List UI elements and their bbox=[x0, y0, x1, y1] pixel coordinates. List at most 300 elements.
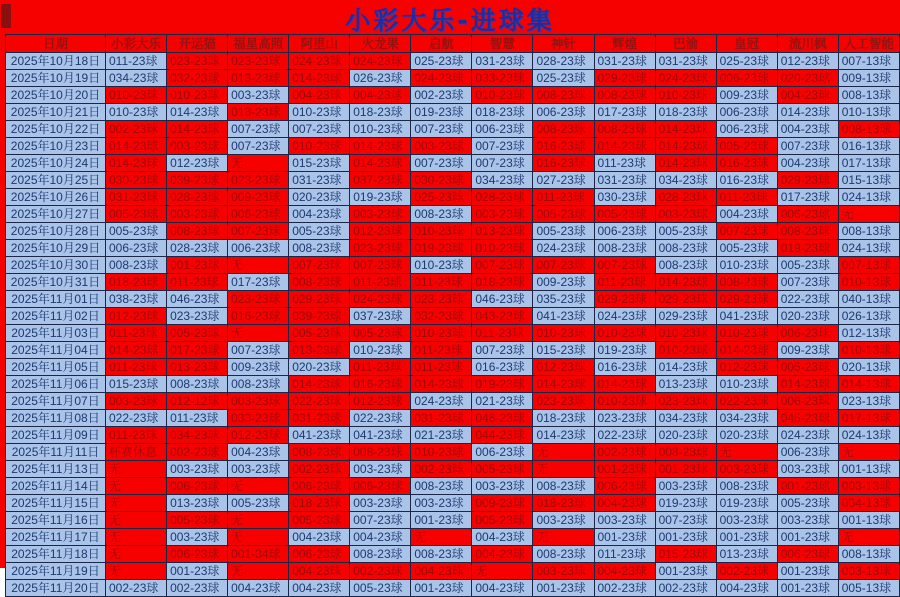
value-cell: 027-23球 bbox=[533, 172, 594, 189]
value-cell: 011-23球 bbox=[594, 155, 655, 172]
value-cell: 020-23球 bbox=[289, 359, 350, 376]
value-cell: 019-23球 bbox=[655, 495, 716, 512]
value-cell: 019-23球 bbox=[350, 189, 411, 206]
value-cell: 002-23球 bbox=[350, 563, 411, 580]
table-row bbox=[6, 138, 900, 155]
value-cell: 012-23球 bbox=[777, 53, 838, 70]
value-cell: 004-23球 bbox=[228, 444, 289, 461]
value-cell: 031-23球 bbox=[655, 53, 716, 70]
date-cell: 2025年11月18日 bbox=[6, 546, 106, 563]
value-cell: 001-23球 bbox=[716, 529, 777, 546]
date-cell: 2025年11月13日 bbox=[6, 461, 106, 478]
date-cell: 2025年10月18日 bbox=[6, 53, 106, 70]
value-cell: 010-23球 bbox=[594, 393, 655, 410]
value-cell: 008-23球 bbox=[350, 444, 411, 461]
value-cell: 018-23球 bbox=[472, 104, 533, 121]
value-cell: 003-23球 bbox=[228, 461, 289, 478]
value-cell: 002-23球 bbox=[716, 563, 777, 580]
value-cell: 004-23球 bbox=[289, 206, 350, 223]
value-cell: 022-23球 bbox=[777, 291, 838, 308]
value-cell: 012-23球 bbox=[350, 393, 411, 410]
value-cell: 011-23球 bbox=[106, 53, 167, 70]
value-cell: 041-23球 bbox=[350, 427, 411, 444]
value-cell: 无 bbox=[106, 495, 167, 512]
value-cell: 010-13球 bbox=[838, 342, 899, 359]
value-cell: 008-23球 bbox=[716, 274, 777, 291]
value-cell: 046-23球 bbox=[167, 291, 228, 308]
value-cell: 001-23球 bbox=[411, 512, 472, 529]
value-cell: 019-23球 bbox=[411, 240, 472, 257]
value-cell: 025-23球 bbox=[411, 53, 472, 70]
value-cell: 039-23球 bbox=[289, 308, 350, 325]
date-cell: 2025年10月24日 bbox=[6, 155, 106, 172]
value-cell: 012-23球 bbox=[716, 359, 777, 376]
value-cell: 031-23球 bbox=[289, 172, 350, 189]
value-cell: 010-23球 bbox=[106, 87, 167, 104]
value-cell: 006-23球 bbox=[167, 478, 228, 495]
value-cell: 023-23球 bbox=[594, 410, 655, 427]
value-cell: 012-23球 bbox=[106, 308, 167, 325]
value-cell: 020-23球 bbox=[655, 427, 716, 444]
value-cell: 016-23球 bbox=[533, 155, 594, 172]
date-cell: 2025年11月01日 bbox=[6, 291, 106, 308]
value-cell: 034-23球 bbox=[106, 70, 167, 87]
value-cell: 024-23球 bbox=[350, 53, 411, 70]
value-cell: 006-23球 bbox=[716, 121, 777, 138]
value-cell: 010-23球 bbox=[716, 325, 777, 342]
value-cell: 004-23球 bbox=[289, 580, 350, 597]
value-cell: 024-23球 bbox=[411, 70, 472, 87]
value-cell: 无 bbox=[838, 206, 899, 223]
value-cell: 004-23球 bbox=[472, 546, 533, 563]
value-cell: 028-23球 bbox=[167, 240, 228, 257]
value-cell: 008-23球 bbox=[289, 240, 350, 257]
value-cell: 006-23球 bbox=[594, 223, 655, 240]
value-cell: 012-23球 bbox=[228, 427, 289, 444]
value-cell: 010-23球 bbox=[655, 87, 716, 104]
value-cell: 008-23球 bbox=[167, 223, 228, 240]
table-row bbox=[6, 121, 900, 138]
value-cell: 008-13球 bbox=[838, 87, 899, 104]
value-cell: 002-23球 bbox=[594, 444, 655, 461]
value-cell: 024-23球 bbox=[655, 70, 716, 87]
value-cell: 011-23球 bbox=[594, 274, 655, 291]
date-cell: 2025年10月19日 bbox=[6, 70, 106, 87]
value-cell: 023-23球 bbox=[411, 291, 472, 308]
value-cell: 022-23球 bbox=[289, 393, 350, 410]
value-cell: 024-23球 bbox=[411, 393, 472, 410]
value-cell: 008-23球 bbox=[594, 240, 655, 257]
value-cell: 020-23球 bbox=[289, 189, 350, 206]
table-row bbox=[6, 376, 900, 393]
value-cell: 006-23球 bbox=[350, 478, 411, 495]
value-cell: 006-23球 bbox=[716, 70, 777, 87]
value-cell: 003-23球 bbox=[594, 512, 655, 529]
date-cell: 2025年10月27日 bbox=[6, 206, 106, 223]
value-cell: 012-12球 bbox=[167, 393, 228, 410]
value-cell: 028-23球 bbox=[472, 189, 533, 206]
value-cell: 001-23球 bbox=[167, 563, 228, 580]
value-cell: 031-23球 bbox=[594, 53, 655, 70]
table-row bbox=[6, 478, 900, 495]
column-header-6: 启航 bbox=[411, 35, 472, 53]
table-row bbox=[6, 325, 900, 342]
value-cell: 025-23球 bbox=[716, 53, 777, 70]
value-cell: 011-23球 bbox=[594, 546, 655, 563]
value-cell: 023-23球 bbox=[167, 308, 228, 325]
value-cell: 038-23球 bbox=[106, 291, 167, 308]
value-cell: 006-23球 bbox=[716, 104, 777, 121]
value-cell: 007-23球 bbox=[777, 138, 838, 155]
table-row bbox=[6, 53, 900, 70]
column-header-9: 辉煌 bbox=[594, 35, 655, 53]
value-cell: 008-13球 bbox=[838, 223, 899, 240]
value-cell: 013-23球 bbox=[228, 70, 289, 87]
value-cell: 003-23球 bbox=[411, 495, 472, 512]
value-cell: 014-23球 bbox=[777, 376, 838, 393]
value-cell: 008-23球 bbox=[533, 121, 594, 138]
value-cell: 010-23球 bbox=[411, 444, 472, 461]
value-cell: 006-23球 bbox=[167, 546, 228, 563]
value-cell: 003-23球 bbox=[716, 461, 777, 478]
value-cell: 011-23球 bbox=[411, 342, 472, 359]
value-cell: 016-23球 bbox=[350, 376, 411, 393]
value-cell: 006-23球 bbox=[472, 121, 533, 138]
value-cell: 020-23球 bbox=[716, 427, 777, 444]
table-row bbox=[6, 342, 900, 359]
value-cell: 034-23球 bbox=[655, 410, 716, 427]
table-row bbox=[6, 257, 900, 274]
value-cell: 无 bbox=[716, 444, 777, 461]
date-cell: 2025年10月20日 bbox=[6, 87, 106, 104]
value-cell: 001-34球 bbox=[228, 546, 289, 563]
value-cell: 018-23球 bbox=[533, 410, 594, 427]
value-cell: 005-23球 bbox=[655, 223, 716, 240]
value-cell: 034-23球 bbox=[716, 410, 777, 427]
value-cell: 011-23球 bbox=[106, 325, 167, 342]
value-cell: 无 bbox=[533, 444, 594, 461]
value-cell: 013-23球 bbox=[167, 495, 228, 512]
value-cell: 014-23球 bbox=[106, 342, 167, 359]
value-cell: 023-23球 bbox=[228, 291, 289, 308]
value-cell: 001-23球 bbox=[777, 478, 838, 495]
value-cell: 011-23球 bbox=[106, 427, 167, 444]
value-cell: 008-23球 bbox=[289, 274, 350, 291]
value-cell: 014-23球 bbox=[289, 376, 350, 393]
value-cell: 013-23球 bbox=[716, 546, 777, 563]
value-cell: 011-23球 bbox=[472, 325, 533, 342]
value-cell: 005-23球 bbox=[777, 359, 838, 376]
value-cell: 007-23球 bbox=[777, 274, 838, 291]
value-cell: 011-23球 bbox=[106, 359, 167, 376]
date-cell: 2025年10月28日 bbox=[6, 223, 106, 240]
value-cell: 014-23球 bbox=[350, 155, 411, 172]
value-cell: 006-23球 bbox=[777, 546, 838, 563]
value-cell: 001-23球 bbox=[594, 529, 655, 546]
value-cell: 018-23球 bbox=[350, 104, 411, 121]
value-cell: 无 bbox=[838, 529, 899, 546]
value-cell: 040-13球 bbox=[838, 291, 899, 308]
value-cell: 003-23球 bbox=[655, 478, 716, 495]
value-cell: 028-23球 bbox=[533, 53, 594, 70]
value-cell: 029-23球 bbox=[655, 308, 716, 325]
table-row bbox=[6, 223, 900, 240]
value-cell: 013-23球 bbox=[472, 223, 533, 240]
value-cell: 003-23球 bbox=[167, 529, 228, 546]
value-cell: 018-23球 bbox=[533, 495, 594, 512]
column-header-5: 火龙果 bbox=[350, 35, 411, 53]
value-cell: 010-23球 bbox=[655, 342, 716, 359]
value-cell: 004-23球 bbox=[716, 206, 777, 223]
value-cell: 014-23球 bbox=[106, 138, 167, 155]
date-cell: 2025年10月25日 bbox=[6, 172, 106, 189]
value-cell: 009-23球 bbox=[228, 359, 289, 376]
table-row bbox=[6, 444, 900, 461]
value-cell: 010-23球 bbox=[716, 257, 777, 274]
value-cell: 002-23球 bbox=[167, 444, 228, 461]
value-cell: 014-23球 bbox=[716, 342, 777, 359]
value-cell: 004-23球 bbox=[716, 580, 777, 597]
value-cell: 021-23球 bbox=[411, 427, 472, 444]
value-cell: 019-23球 bbox=[411, 104, 472, 121]
value-cell: 008-23球 bbox=[411, 478, 472, 495]
value-cell: 016-23球 bbox=[716, 172, 777, 189]
value-cell: 007-23球 bbox=[716, 223, 777, 240]
value-cell: 003-23球 bbox=[533, 512, 594, 529]
value-cell: 003-23球 bbox=[533, 563, 594, 580]
date-cell: 2025年11月03日 bbox=[6, 325, 106, 342]
column-header-11: 皇冠 bbox=[716, 35, 777, 53]
value-cell: 014-13球 bbox=[838, 376, 899, 393]
value-cell: 014-23球 bbox=[411, 376, 472, 393]
value-cell: 007-13球 bbox=[838, 53, 899, 70]
value-cell: 001-23球 bbox=[411, 580, 472, 597]
table-row bbox=[6, 563, 900, 580]
value-cell: 024-13球 bbox=[838, 189, 899, 206]
value-cell: 010-13球 bbox=[838, 104, 899, 121]
table-row bbox=[6, 155, 900, 172]
value-cell: 009-13球 bbox=[838, 70, 899, 87]
column-header-4: 阿里山 bbox=[289, 35, 350, 53]
value-cell: 007-23球 bbox=[228, 342, 289, 359]
value-cell: 025-23球 bbox=[411, 189, 472, 206]
date-cell: 2025年10月26日 bbox=[6, 189, 106, 206]
value-cell: 010-23球 bbox=[472, 87, 533, 104]
value-cell: 009-23球 bbox=[533, 274, 594, 291]
column-header-2: 开运猫 bbox=[167, 35, 228, 53]
value-cell: 008-23球 bbox=[655, 444, 716, 461]
value-cell: 023-23球 bbox=[228, 172, 289, 189]
value-cell: 032-23球 bbox=[411, 308, 472, 325]
value-cell: 011-23球 bbox=[716, 189, 777, 206]
value-cell: 041-23球 bbox=[289, 427, 350, 444]
value-cell: 005-23球 bbox=[106, 206, 167, 223]
value-cell: 001-23球 bbox=[655, 529, 716, 546]
value-cell: 005-23球 bbox=[167, 325, 228, 342]
value-cell: 012-23球 bbox=[533, 359, 594, 376]
value-cell: 014-23球 bbox=[655, 138, 716, 155]
date-cell: 2025年10月22日 bbox=[6, 121, 106, 138]
date-cell: 2025年11月20日 bbox=[6, 580, 106, 597]
value-cell: 023-23球 bbox=[350, 240, 411, 257]
value-cell: 015-23球 bbox=[289, 155, 350, 172]
value-cell: 035-23球 bbox=[533, 291, 594, 308]
value-cell: 037-23球 bbox=[350, 172, 411, 189]
date-cell: 2025年11月11日 bbox=[6, 444, 106, 461]
value-cell: 010-23球 bbox=[289, 104, 350, 121]
value-cell: 007-23球 bbox=[472, 257, 533, 274]
table-row bbox=[6, 70, 900, 87]
results-table bbox=[5, 34, 900, 597]
value-cell: 010-23球 bbox=[411, 325, 472, 342]
value-cell: 010-23球 bbox=[350, 121, 411, 138]
value-cell: 015-23球 bbox=[106, 376, 167, 393]
value-cell: 004-23球 bbox=[472, 529, 533, 546]
value-cell: 014-23球 bbox=[289, 70, 350, 87]
date-cell: 2025年11月15日 bbox=[6, 495, 106, 512]
value-cell: 无 bbox=[228, 325, 289, 342]
value-cell: 022-23球 bbox=[594, 427, 655, 444]
value-cell: 010-23球 bbox=[716, 376, 777, 393]
value-cell: 014-23球 bbox=[655, 121, 716, 138]
value-cell: 029-23球 bbox=[716, 291, 777, 308]
value-cell: 002-23球 bbox=[411, 87, 472, 104]
value-cell: 022-23球 bbox=[716, 393, 777, 410]
date-cell: 2025年11月07日 bbox=[6, 393, 106, 410]
column-header-10: 巴渝 bbox=[655, 35, 716, 53]
value-cell: 046-23球 bbox=[472, 410, 533, 427]
value-cell: 011-23球 bbox=[533, 189, 594, 206]
date-cell: 2025年11月17日 bbox=[6, 529, 106, 546]
value-cell: 015-13球 bbox=[838, 172, 899, 189]
table-row bbox=[6, 427, 900, 444]
value-cell: 无 bbox=[228, 529, 289, 546]
value-cell: 034-23球 bbox=[655, 172, 716, 189]
value-cell: 无 bbox=[472, 563, 533, 580]
value-cell: 017-23球 bbox=[594, 104, 655, 121]
column-header-8: 神针 bbox=[533, 35, 594, 53]
value-cell: 杯赛休息 bbox=[106, 444, 167, 461]
value-cell: 024-23球 bbox=[533, 240, 594, 257]
value-cell: 003-23球 bbox=[167, 461, 228, 478]
value-cell: 无 bbox=[228, 563, 289, 580]
value-cell: 001-23球 bbox=[533, 580, 594, 597]
date-cell: 2025年11月05日 bbox=[6, 359, 106, 376]
column-header-0: 日期 bbox=[6, 35, 106, 53]
date-cell: 2025年11月04日 bbox=[6, 342, 106, 359]
value-cell: 004-23球 bbox=[594, 495, 655, 512]
value-cell: 010-13球 bbox=[838, 274, 899, 291]
value-cell: 014-23球 bbox=[533, 376, 594, 393]
value-cell: 031-23球 bbox=[594, 172, 655, 189]
value-cell: 024-23球 bbox=[289, 53, 350, 70]
value-cell: 001-23球 bbox=[777, 580, 838, 597]
value-cell: 022-23球 bbox=[106, 410, 167, 427]
value-cell: 003-23球 bbox=[228, 393, 289, 410]
value-cell: 037-23球 bbox=[350, 308, 411, 325]
value-cell: 017-13球 bbox=[838, 155, 899, 172]
value-cell: 020-13球 bbox=[838, 359, 899, 376]
value-cell: 无 bbox=[228, 478, 289, 495]
value-cell: 016-23球 bbox=[594, 359, 655, 376]
value-cell: 008-23球 bbox=[411, 206, 472, 223]
value-cell: 010-23球 bbox=[472, 240, 533, 257]
value-cell: 002-23球 bbox=[289, 461, 350, 478]
value-cell: 001-23球 bbox=[594, 461, 655, 478]
value-cell: 006-23球 bbox=[777, 206, 838, 223]
value-cell: 002-23球 bbox=[106, 121, 167, 138]
date-cell: 2025年10月29日 bbox=[6, 240, 106, 257]
value-cell: 007-23球 bbox=[655, 512, 716, 529]
value-cell: 006-23球 bbox=[777, 393, 838, 410]
value-cell: 011-23球 bbox=[167, 410, 228, 427]
value-cell: 010-23球 bbox=[167, 87, 228, 104]
value-cell: 001-23球 bbox=[655, 563, 716, 580]
table-row bbox=[6, 291, 900, 308]
value-cell: 004-23球 bbox=[289, 87, 350, 104]
value-cell: 无 bbox=[228, 155, 289, 172]
value-cell: 008-23球 bbox=[533, 478, 594, 495]
value-cell: 009-23球 bbox=[777, 342, 838, 359]
value-cell: 无 bbox=[106, 529, 167, 546]
value-cell: 011-23球 bbox=[411, 274, 472, 291]
date-cell: 2025年11月06日 bbox=[6, 376, 106, 393]
value-cell: 003-23球 bbox=[655, 206, 716, 223]
value-cell: 005-23球 bbox=[472, 461, 533, 478]
value-cell: 007-23球 bbox=[350, 257, 411, 274]
value-cell: 004-23球 bbox=[289, 563, 350, 580]
value-cell: 011-23球 bbox=[167, 274, 228, 291]
value-cell: 008-23球 bbox=[655, 240, 716, 257]
value-cell: 005-23球 bbox=[289, 512, 350, 529]
value-cell: 004-23球 bbox=[777, 121, 838, 138]
value-cell: 024-23球 bbox=[594, 308, 655, 325]
value-cell: 030-23球 bbox=[594, 189, 655, 206]
value-cell: 004-13球 bbox=[838, 495, 899, 512]
value-cell: 002-23球 bbox=[106, 580, 167, 597]
value-cell: 024-23球 bbox=[350, 291, 411, 308]
value-cell: 023-13球 bbox=[838, 393, 899, 410]
value-cell: 009-23球 bbox=[716, 87, 777, 104]
value-cell: 008-23球 bbox=[411, 546, 472, 563]
value-cell: 003-13球 bbox=[838, 478, 899, 495]
value-cell: 028-23球 bbox=[655, 189, 716, 206]
value-cell: 034-23球 bbox=[167, 427, 228, 444]
value-cell: 无 bbox=[411, 529, 472, 546]
value-cell: 005-23球 bbox=[777, 495, 838, 512]
date-cell: 2025年11月02日 bbox=[6, 308, 106, 325]
value-cell: 008-23球 bbox=[289, 444, 350, 461]
value-cell: 046-23球 bbox=[472, 291, 533, 308]
column-header-1: 小彩大乐 bbox=[106, 35, 167, 53]
value-cell: 014-23球 bbox=[350, 138, 411, 155]
value-cell: 013-23球 bbox=[167, 359, 228, 376]
value-cell: 007-23球 bbox=[228, 223, 289, 240]
table-row bbox=[6, 580, 900, 597]
value-cell: 002-23球 bbox=[411, 461, 472, 478]
value-cell: 无 bbox=[228, 257, 289, 274]
value-cell: 013-23球 bbox=[289, 342, 350, 359]
value-cell: 019-23球 bbox=[594, 342, 655, 359]
value-cell: 010-23球 bbox=[289, 138, 350, 155]
value-cell: 007-23球 bbox=[472, 342, 533, 359]
value-cell: 006-23球 bbox=[777, 325, 838, 342]
value-cell: 014-23球 bbox=[777, 104, 838, 121]
value-cell: 022-23球 bbox=[350, 410, 411, 427]
value-cell: 019-23球 bbox=[777, 240, 838, 257]
value-cell: 016-13球 bbox=[838, 138, 899, 155]
value-cell: 005-23球 bbox=[716, 138, 777, 155]
